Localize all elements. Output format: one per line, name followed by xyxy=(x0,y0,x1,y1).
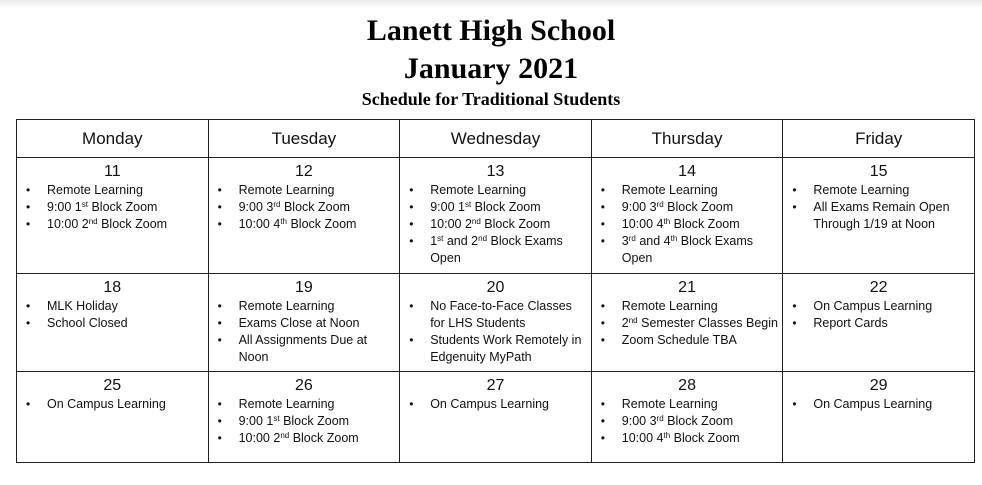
event-list xyxy=(21,396,204,413)
event-item: • School Closed xyxy=(21,315,204,332)
day-cell-monday xyxy=(17,274,209,372)
event-list xyxy=(596,182,779,267)
event-list xyxy=(787,182,970,233)
day-cell-wednesday xyxy=(400,372,592,463)
day-number: 20 xyxy=(486,279,505,296)
event-item: • On Campus Learning xyxy=(21,396,204,413)
event-list xyxy=(213,396,396,447)
event-item: • Students Work Remotely in Edgenuity MyPath xyxy=(404,332,587,366)
event-item: • 9:00 1st Block Zoom xyxy=(21,199,204,216)
weekday-header-row xyxy=(17,120,975,158)
event-item: • On Campus Learning xyxy=(404,396,587,413)
event-item: • 10:00 2nd Block Zoom xyxy=(213,430,396,447)
event-list xyxy=(213,298,396,366)
event-item: • 9:00 3rd Block Zoom xyxy=(596,199,779,216)
event-item: • 9:00 1st Block Zoom xyxy=(213,413,396,430)
day-cell-tuesday xyxy=(208,158,400,274)
header-friday: Friday xyxy=(783,120,975,158)
week-row xyxy=(17,158,975,274)
event-item: • Remote Learning xyxy=(404,182,587,199)
event-list xyxy=(596,298,779,349)
event-item: • Remote Learning xyxy=(596,182,779,199)
event-item: • All Exams Remain Open Through 1/19 at Noon xyxy=(787,199,970,233)
event-item: • MLK Holiday xyxy=(21,298,204,315)
event-list xyxy=(787,298,970,332)
day-cell-wednesday xyxy=(400,158,592,274)
event-item: • 10:00 4th Block Zoom xyxy=(596,430,779,447)
event-item: • 10:00 4th Block Zoom xyxy=(596,216,779,233)
day-cell-wednesday xyxy=(400,274,592,372)
event-item: • 9:00 3rd Block Zoom xyxy=(213,199,396,216)
day-number: 19 xyxy=(294,279,313,296)
day-number: 18 xyxy=(103,279,122,296)
top-shadow-bar xyxy=(0,0,982,8)
event-item: • 10:00 2nd Block Zoom xyxy=(404,216,587,233)
week-row xyxy=(17,372,975,463)
event-item: • 2nd Semester Classes Begin xyxy=(596,315,779,332)
day-number: 25 xyxy=(103,377,122,394)
event-list xyxy=(404,298,587,366)
event-item: • No Face-to-Face Classes for LHS Students xyxy=(404,298,587,332)
event-list xyxy=(21,182,204,233)
event-list xyxy=(213,182,396,233)
document-header xyxy=(0,12,982,110)
event-list xyxy=(21,298,204,332)
day-number: 22 xyxy=(869,279,888,296)
day-cell-thursday xyxy=(591,158,783,274)
day-number: 11 xyxy=(103,163,121,180)
event-item: • Remote Learning xyxy=(213,182,396,199)
event-item: • 10:00 4th Block Zoom xyxy=(213,216,396,233)
day-number: 12 xyxy=(294,163,313,180)
day-number: 27 xyxy=(486,377,505,394)
event-list xyxy=(596,396,779,447)
event-item: • On Campus Learning xyxy=(787,298,970,315)
day-cell-thursday xyxy=(591,274,783,372)
event-item: • Remote Learning xyxy=(213,298,396,315)
event-list xyxy=(787,396,970,413)
header-monday: Monday xyxy=(17,120,209,158)
event-item: • Remote Learning xyxy=(213,396,396,413)
day-number: 14 xyxy=(678,163,696,180)
header-thursday: Thursday xyxy=(591,120,783,158)
day-number: 15 xyxy=(869,163,888,180)
event-item: • 9:00 1st Block Zoom xyxy=(404,199,587,216)
school-name: Lanett High School xyxy=(366,14,616,47)
event-item: • Remote Learning xyxy=(21,182,204,199)
event-item: • Remote Learning xyxy=(787,182,970,199)
event-item: • 10:00 2nd Block Zoom xyxy=(21,216,204,233)
event-list xyxy=(404,396,587,413)
event-list xyxy=(404,182,587,267)
event-item: • Exams Close at Noon xyxy=(213,315,396,332)
event-item: • Remote Learning xyxy=(596,396,779,413)
event-item: • Remote Learning xyxy=(596,298,779,315)
event-item: • 1st and 2nd Block Exams Open xyxy=(404,233,587,267)
event-item: • 9:00 3rd Block Zoom xyxy=(596,413,779,430)
day-cell-tuesday xyxy=(208,372,400,463)
month-title: January 2021 xyxy=(403,52,579,85)
header-tuesday: Tuesday xyxy=(208,120,400,158)
day-cell-friday xyxy=(783,372,975,463)
day-cell-friday xyxy=(783,274,975,372)
day-number: 28 xyxy=(678,377,696,394)
event-item: • All Assignments Due at Noon xyxy=(213,332,396,366)
calendar-table xyxy=(16,119,975,463)
schedule-subtitle: Schedule for Traditional Students xyxy=(361,89,621,109)
event-item: • 3rd and 4th Block Exams Open xyxy=(596,233,779,267)
day-number: 29 xyxy=(869,377,888,394)
header-wednesday: Wednesday xyxy=(400,120,592,158)
day-number: 13 xyxy=(486,163,505,180)
day-cell-tuesday xyxy=(208,274,400,372)
event-item: • On Campus Learning xyxy=(787,396,970,413)
day-cell-monday xyxy=(17,372,209,463)
day-cell-friday xyxy=(783,158,975,274)
day-number: 26 xyxy=(294,377,313,394)
day-cell-monday xyxy=(17,158,209,274)
calendar-body xyxy=(17,158,975,463)
event-item: • Zoom Schedule TBA xyxy=(596,332,779,349)
day-number: 21 xyxy=(678,279,696,296)
day-cell-thursday xyxy=(591,372,783,463)
event-item: • Report Cards xyxy=(787,315,970,332)
week-row xyxy=(17,274,975,372)
